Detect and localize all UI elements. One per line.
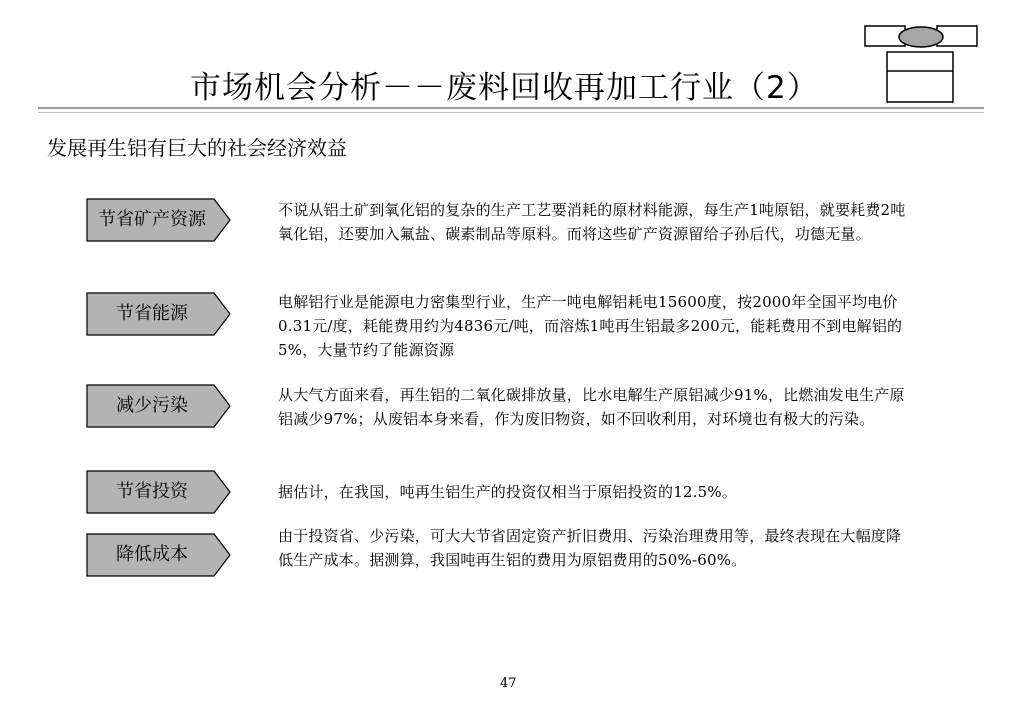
page-number: 47 [500, 676, 517, 691]
benefit-label: 降低成本 [116, 544, 188, 565]
title-divider-thin [38, 112, 984, 113]
page-title: 市场机会分析－－废料回收再加工行业（2） [190, 70, 819, 106]
benefit-description: 从大气方面来看，再生铝的二氧化碳排放量，比水电解生产原铝减少91%，比燃油发电生产原铝减少97%；从废铝本身来看，作为废旧物资，如不回收利用，对环境也有极大的污染。 [278, 386, 905, 428]
title-divider [38, 107, 984, 109]
benefit-arrow-resources [86, 198, 232, 242]
benefit-description: 电解铝行业是能源电力密集型行业，生产一吨电解铝耗电15600度，按2000年全国平均电价0.31元/度，耗能费用约为4836元/吨，而溶炼1吨再生铝最多200元，能耗费用不到电解铝的5%，大量节约了能源资源 [278, 293, 903, 359]
benefit-arrow-pollution [86, 384, 232, 428]
benefit-description: 由于投资省、少污染，可大大节省固定资产折旧费用、污染治理费用等，最终表现在大幅度降低生产成本。据测算，我国吨再生铝的费用为原铝费用的50%-60%。 [278, 527, 902, 569]
company-logo [863, 24, 979, 104]
benefit-label: 节省矿产资源 [98, 209, 206, 230]
benefit-arrow-investment [86, 470, 232, 514]
benefit-description: 不说从铝土矿到氧化铝的复杂的生产工艺要消耗的原材料能源，每生产1吨原铝，就要耗费2吨氧化铝，还要加入氟盐、碳素制品等原料。而将这些矿产资源留给子孙后代，功德无量。 [278, 201, 906, 243]
benefit-arrow-energy [86, 292, 232, 336]
benefit-description: 据估计，在我国，吨再生铝生产的投资仅相当于原铝投资的12.5%。 [278, 483, 738, 501]
benefit-label: 节省能源 [116, 303, 188, 324]
section-subtitle: 发展再生铝有巨大的社会经济效益 [47, 136, 347, 160]
benefit-label: 减少污染 [116, 395, 188, 416]
benefit-label: 节省投资 [116, 481, 188, 502]
benefit-arrow-cost [86, 533, 232, 577]
